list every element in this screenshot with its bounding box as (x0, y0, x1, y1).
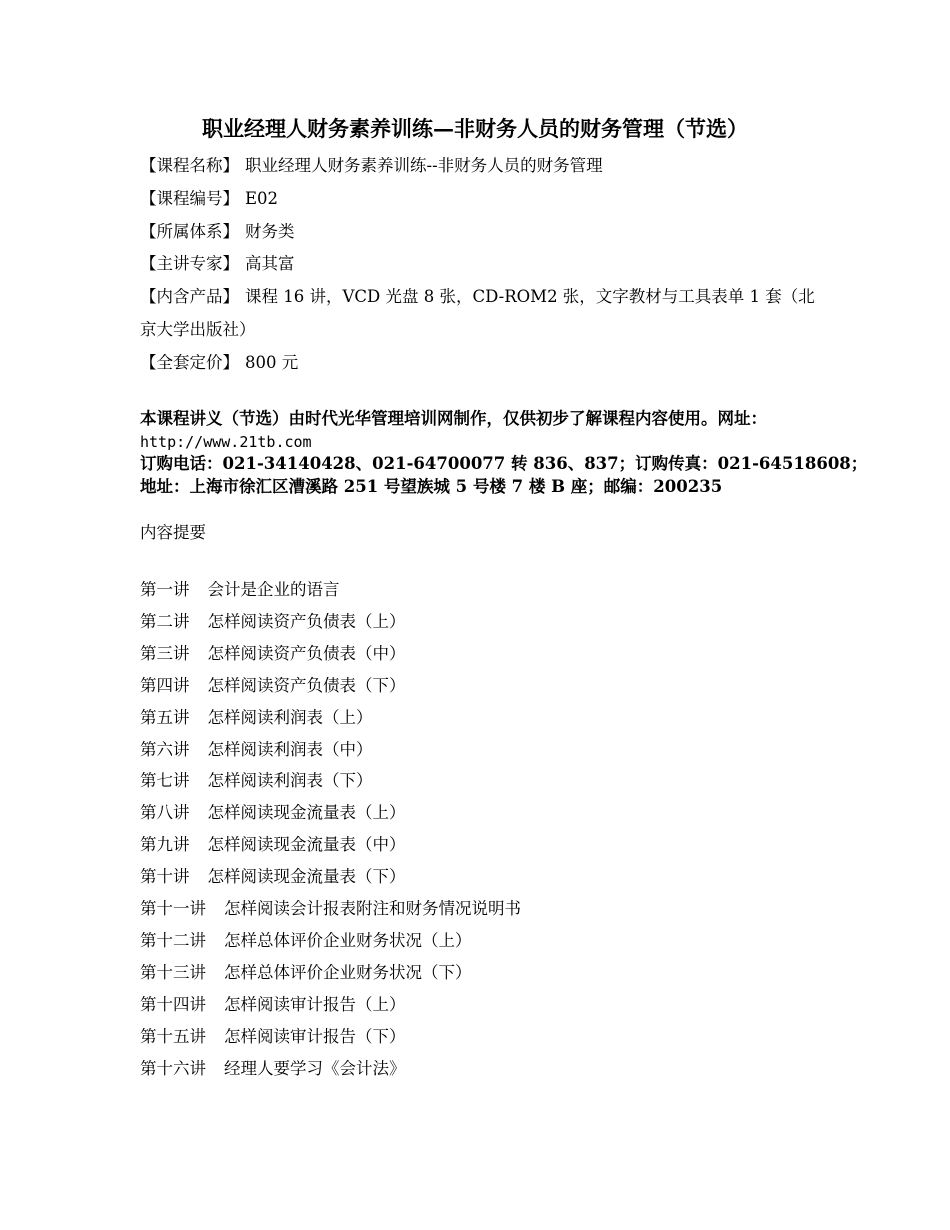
course-price-row (140, 347, 820, 380)
lecture-list (140, 574, 820, 1085)
info-label: 【课程名称】 (140, 156, 239, 175)
lecture-title: 怎样阅读审计报告（下） (224, 1026, 406, 1046)
lecture-number: 第三讲 (140, 643, 190, 663)
lecture-number: 第九讲 (140, 835, 190, 855)
list-item (140, 765, 820, 797)
info-value: 财务类 (245, 221, 295, 241)
notice-intro-text: 本课程讲义（节选）由时代光华管理培训网制作，仅供初步了解课程内容使用。网址： (140, 409, 767, 428)
lecture-title: 怎样阅读现金流量表（下） (207, 867, 406, 887)
lecture-number: 第十六讲 (140, 1058, 206, 1078)
lecture-title: 会计是企业的语言 (207, 580, 340, 599)
list-item (140, 702, 820, 734)
lecture-title: 怎样阅读资产负债表（上） (207, 611, 406, 631)
list-item (140, 574, 820, 606)
info-value: 职业经理人财务素养训练--非财务人员的财务管理 (245, 156, 603, 175)
list-item (140, 925, 820, 957)
info-label: 【所属体系】 (140, 221, 239, 241)
document-title: 职业经理人财务素养训练—非财务人员的财务管理（节选） (202, 116, 748, 141)
lecture-number: 第十四讲 (140, 994, 206, 1014)
lecture-title: 经理人要学习《会计法》 (224, 1058, 406, 1078)
list-item (140, 957, 820, 989)
lecture-title: 怎样阅读利润表（上） (207, 707, 373, 727)
course-products-row (140, 281, 820, 347)
list-item (140, 989, 820, 1021)
lecture-number: 第一讲 (140, 580, 190, 599)
lecture-number: 第四讲 (140, 675, 190, 695)
list-item (140, 893, 820, 925)
info-label: 【主讲专家】 (140, 254, 239, 274)
info-label: 【全套定价】 (140, 352, 239, 372)
lecture-title: 怎样阅读现金流量表（上） (207, 803, 406, 823)
notice-phone: 订购电话：021-34140428、021-64700077 转 836、837；订购传真：021-64518608； (140, 454, 868, 473)
list-item (140, 670, 820, 702)
info-label: 【内含产品】 (140, 287, 239, 307)
order-notice (140, 408, 868, 498)
list-item (140, 797, 820, 829)
lecture-number: 第八讲 (140, 803, 190, 823)
lecture-title: 怎样阅读利润表（下） (207, 771, 373, 791)
lecture-number: 第十二讲 (140, 930, 206, 950)
list-item (140, 861, 820, 893)
list-item (140, 638, 820, 670)
list-item (140, 734, 820, 766)
lecture-number: 第七讲 (140, 771, 190, 791)
lecture-title: 怎样阅读利润表（中） (207, 739, 373, 759)
lecture-number: 第二讲 (140, 611, 190, 631)
notice-intro (140, 408, 820, 453)
lecture-title: 怎样阅读资产负债表（下） (207, 675, 406, 695)
lecture-number: 第十三讲 (140, 962, 206, 982)
info-value: E02 (245, 188, 279, 208)
lecture-number: 第五讲 (140, 707, 190, 727)
lecture-number: 第六讲 (140, 739, 190, 759)
notice-address: 地址：上海市徐汇区漕溪路 251 号望族城 5 号楼 7 楼 B 座；邮编：200235 (140, 476, 723, 496)
course-lecturer-row (140, 248, 820, 281)
info-value: 高其富 (245, 254, 295, 274)
website-link[interactable]: http://www.21tb.com (140, 432, 312, 451)
list-item (140, 1021, 820, 1053)
lecture-title: 怎样阅读会计报表附注和财务情况说明书 (224, 899, 521, 919)
info-value: 800 元 (245, 352, 299, 372)
info-label: 【课程编号】 (140, 188, 239, 208)
info-value: 课程 16 讲，VCD 光盘 8 张，CD-ROM2 张，文字教材与工具表单 1 套（北京大学出版社） (140, 287, 815, 339)
lecture-title: 怎样总体评价企业财务状况（下） (224, 962, 472, 982)
lecture-number: 第十一讲 (140, 899, 206, 919)
list-item (140, 606, 820, 638)
lecture-title: 怎样阅读审计报告（上） (224, 994, 406, 1014)
lecture-number: 第十讲 (140, 867, 190, 887)
course-code-row (140, 183, 820, 216)
list-item (140, 1053, 820, 1085)
course-info (140, 150, 820, 380)
course-name-row (140, 150, 820, 183)
summary-heading: 内容提要 (140, 523, 206, 542)
course-category-row (140, 216, 820, 249)
lecture-title: 怎样总体评价企业财务状况（上） (224, 930, 472, 950)
lecture-title: 怎样阅读现金流量表（中） (207, 835, 406, 855)
list-item (140, 829, 820, 861)
lecture-title: 怎样阅读资产负债表（中） (207, 643, 406, 663)
lecture-number: 第十五讲 (140, 1026, 206, 1046)
